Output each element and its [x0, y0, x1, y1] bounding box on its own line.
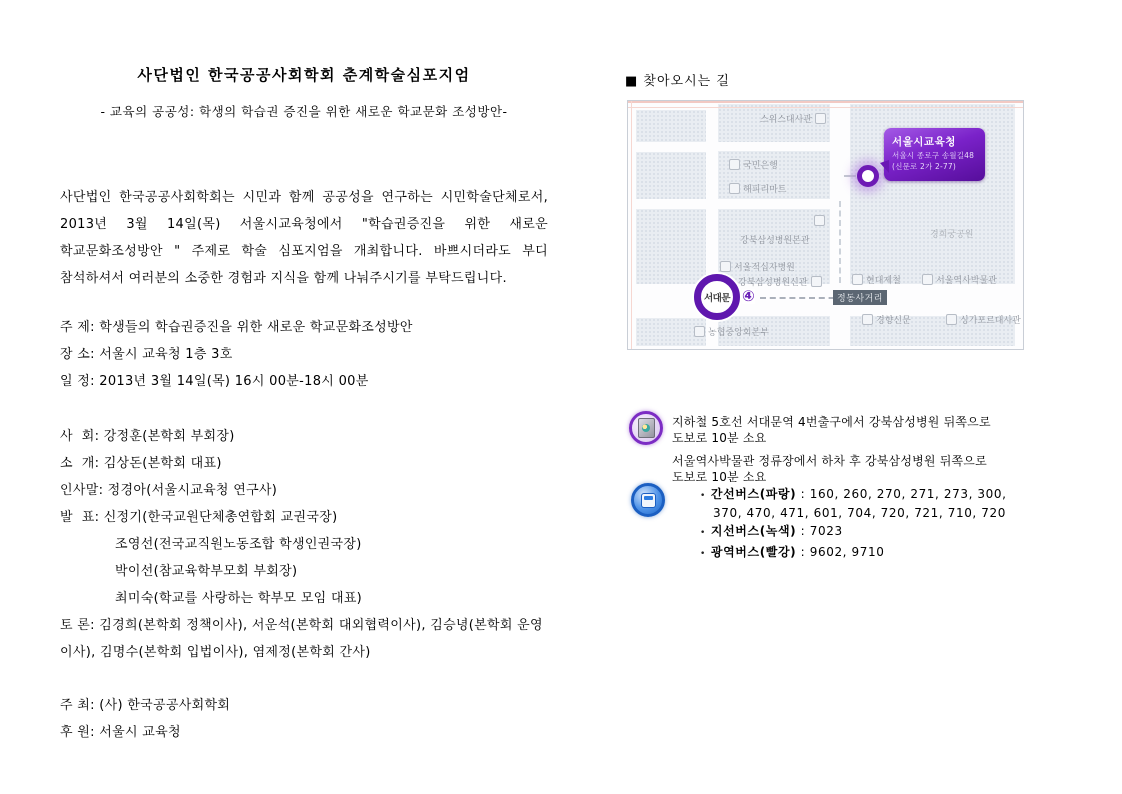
- map-road-line: [631, 101, 632, 349]
- subway-note-2: 서울역사박물관 정류장에서 하차 후 강북삼성병원 뒤쪽으로 도보로 10분 소요: [672, 454, 987, 484]
- role-moderator: 사 회: 강정훈(본학회 부회장): [60, 429, 235, 444]
- poi-marker-icon: [694, 326, 705, 337]
- callout-address-1: 서울시 종로구 송월길48: [892, 151, 975, 160]
- bus-route-express: [700, 544, 1030, 563]
- bus-route-separator: :: [796, 544, 810, 559]
- poi-samsung-main-marker: [814, 215, 825, 226]
- bus-route-separator: :: [796, 524, 810, 538]
- poi-marker-icon: [729, 159, 740, 170]
- bus-route-numbers: 9602, 9710: [809, 544, 885, 559]
- map-block: [636, 110, 706, 142]
- bus-window-glyph: [644, 496, 653, 500]
- bus-routes-list: [700, 486, 1030, 564]
- map-lane-dashes: [839, 201, 841, 283]
- bus-icon: [631, 483, 665, 517]
- poi-marker-icon: [946, 314, 957, 325]
- host-organizer: 주 최: (사) 한국공공사회학회: [60, 698, 231, 713]
- bus-route-label: 간선버스(파랑): [710, 487, 797, 501]
- subway-cube-glyph: [638, 418, 655, 438]
- jeongdong-intersection-badge: 정동사거리: [833, 290, 887, 305]
- agenda-place: 장 소: 서울시 교육청 1층 3호: [60, 347, 233, 362]
- poi-mart: [729, 182, 786, 195]
- hosts-section: [60, 692, 548, 746]
- poi-marker-icon: [852, 274, 863, 285]
- destination-callout: [884, 128, 985, 181]
- poi-label: 스위스대사관: [759, 115, 812, 125]
- callout-title: 서울시교육청: [892, 136, 956, 148]
- poi-label: 경향신문: [876, 316, 911, 326]
- bus-route-label: 광역버스(빨강): [710, 544, 797, 559]
- seodaemun-station-marker: 서대문: [694, 274, 740, 320]
- poi-history-museum: [922, 273, 997, 286]
- subway-directions: [672, 414, 1024, 485]
- poi-gyeonghuigung-park: 경희궁공원: [930, 230, 974, 240]
- bus-route-numbers: 160, 260, 270, 271, 273, 300, 370, 470, 471, 601, 704, 720, 721, 710, 720: [713, 487, 1007, 520]
- map-block: [636, 209, 706, 284]
- poi-kookmin-bank: [729, 158, 778, 171]
- poi-label: 국민은행: [743, 161, 778, 171]
- poi-label: 농협중앙회본부: [708, 328, 769, 338]
- bus-route-separator: :: [796, 487, 810, 501]
- role-greeting: 인사말: 정경아(서울시교육청 연구사): [60, 483, 278, 498]
- directions-heading: ■ 찾아오시는 길: [625, 74, 730, 89]
- map-road-line: [628, 101, 1023, 103]
- subway-note-1: 지하철 5호선 서대문역 4번출구에서 강북삼성병원 뒤쪽으로 도보로 10분 소요: [672, 415, 991, 445]
- poi-marker-icon: [815, 113, 826, 124]
- page-subtitle: - 교육의 공공성: 학생의 학습권 증진을 위한 새로운 학교문화 조성방안-: [100, 104, 508, 119]
- role-presenter-4: 최미숙(학교를 사랑하는 학부모 모임 대표): [115, 591, 363, 606]
- poi-marker-icon: [811, 276, 822, 287]
- role-discussants: 토 론: 김경희(본학회 정책이사), 서운석(본학회 대외협력이사), 김승녕(본학회 운영이사), 김명수(본학회 입법이사), 염제정(본학회 간사): [60, 618, 543, 660]
- page-title: 사단법인 한국공공사회학회 춘계학술심포지엄: [137, 66, 471, 84]
- bullet-icon: •: [700, 528, 706, 538]
- subway-dot-glyph: [642, 424, 650, 432]
- exit-4-icon: ④: [742, 287, 755, 305]
- poi-marker-icon: [922, 274, 933, 285]
- announcement-body: [60, 64, 548, 746]
- agenda-section: [60, 314, 548, 395]
- poi-swiss-embassy: [724, 112, 826, 125]
- poi-samsung-hospital-main: [740, 233, 810, 246]
- poi-hyundai: [852, 273, 901, 286]
- bus-route-label: 지선버스(녹색): [710, 524, 797, 538]
- bus-route-numbers: 7023: [809, 524, 843, 538]
- poi-marker-icon: [862, 314, 873, 325]
- poi-label: 서울적십자병원: [734, 263, 795, 273]
- poi-singapore-embassy: [946, 313, 1021, 326]
- poi-label: 강북삼성병원본관: [740, 236, 810, 246]
- map-road-line: [628, 107, 1023, 108]
- poi-redcross-hospital: [720, 260, 795, 273]
- poi-label: 서울역사박물관: [936, 276, 997, 286]
- bus-glyph: [641, 493, 656, 508]
- poi-nonghyup-hq: [694, 325, 769, 338]
- poi-marker-icon: [814, 215, 825, 226]
- poi-label: 현대제철: [866, 276, 901, 286]
- role-introduction: 소 개: 김상돈(본학회 대표): [60, 456, 222, 471]
- agenda-datetime: 일 정: 2013년 3월 14일(목) 16시 00분-18시 00분: [60, 374, 369, 389]
- poi-label: 해피리마트: [743, 185, 787, 195]
- roles-section: [60, 423, 548, 666]
- marker-tick: [844, 175, 856, 177]
- bus-route-branch: [700, 523, 1030, 542]
- host-sponsor: 후 원: 서울시 교육청: [60, 725, 181, 740]
- subway-icon: [629, 411, 663, 445]
- poi-label: 싱가포르대사관: [960, 316, 1021, 326]
- bullet-icon: •: [700, 491, 706, 501]
- role-presenter-3: 박이선(참교육학부모회 부회장): [115, 564, 298, 579]
- location-map: [627, 100, 1024, 350]
- role-presenter-1: 발 표: 신정기(한국교원단체총연합회 교권국장): [60, 510, 338, 525]
- bus-route-trunk: [700, 486, 1030, 521]
- callout-address-2: (신문로 2가 2-77): [892, 162, 956, 171]
- bullet-icon: •: [700, 548, 706, 559]
- poi-marker-icon: [729, 183, 740, 194]
- poi-marker-icon: [720, 261, 731, 272]
- poi-kyunghyang-shinmun: [862, 313, 911, 326]
- poi-label: 강북삼성병원신관: [738, 278, 808, 288]
- map-block: [636, 152, 706, 199]
- role-presenter-2: 조영선(전국교직원노동조합 학생인권국장): [115, 537, 362, 552]
- agenda-topic: 주 제: 학생들의 학습권증진을 위한 새로운 학교문화조성방안: [60, 320, 413, 335]
- intro-paragraph: 사단법인 한국공공사회학회는 시민과 함께 공공성을 연구하는 시민학술단체로서, 2013년 3월 14일(목) 서울시교육청에서 "학습권증진을 위한 새로운 학교문화조성방안 " 주제로 학술 심포지엄을 개최합니다. 바쁘시더라도 부디 참석하셔서 여러분의 소중한 경험과 지식을 함께 나눠주시기를 부탁드립니다.: [60, 190, 548, 286]
